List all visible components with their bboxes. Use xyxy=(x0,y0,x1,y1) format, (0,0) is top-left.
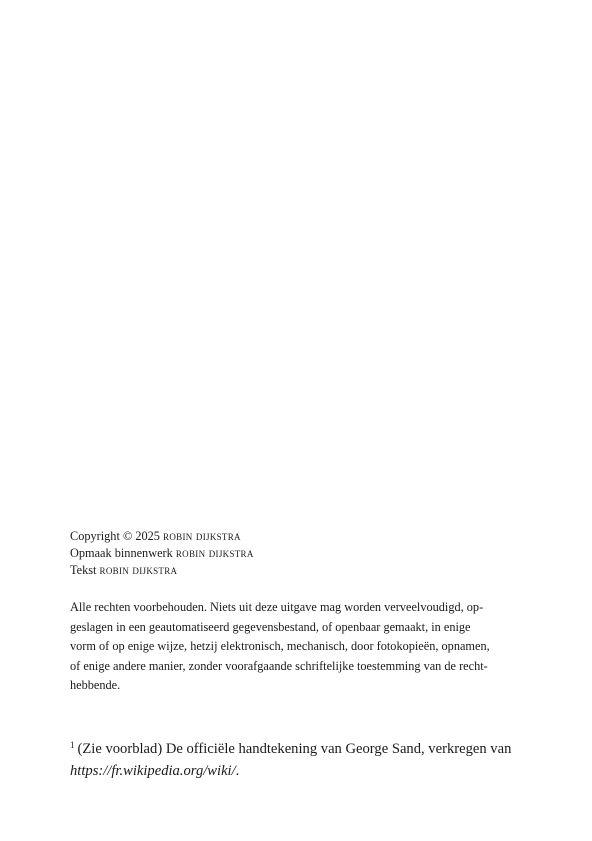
rights-line: vorm of op enige wijze, hetzij elektronisch, mechanisch, door fotokopieën, opnamen, xyxy=(70,639,490,654)
copyright-label: Copyright © 2025 xyxy=(70,529,160,543)
rights-line: geslagen in een geautomatiseerd gegevensbestand, of openbaar gemaakt, in enige xyxy=(70,619,471,634)
rights-line: Alle rechten voorbehouden. Niets uit deze uitgave mag worden verveelvoudigd, op- xyxy=(70,600,484,614)
rights-line: hebbende. xyxy=(70,678,121,693)
layout-credit-label: Opmaak binnenwerk xyxy=(70,546,173,560)
text-credit-label: Tekst xyxy=(70,563,97,577)
layout-credit-line xyxy=(70,545,530,562)
copyright-line xyxy=(70,528,530,545)
rights-line: of enige andere manier, zonder voorafgaande schriftelijke toestemming van de recht- xyxy=(70,658,488,673)
copyright-holder: robin dijkstra xyxy=(163,529,241,543)
colophon xyxy=(70,528,530,579)
text-credit-line xyxy=(70,562,530,579)
layout-credit-name: robin dijkstra xyxy=(175,546,254,560)
text-credit-name: robin dijkstra xyxy=(99,563,178,577)
footnote-url[interactable]: https://fr.wikipedia.org/wiki/ xyxy=(70,763,236,779)
footnote-text: (Zie voorblad) De officiële handtekening van George Sand, verkregen van xyxy=(77,741,512,757)
footnote-first-line xyxy=(70,734,540,760)
footnote-second-line xyxy=(70,760,540,782)
footnote xyxy=(70,734,540,782)
rights-notice xyxy=(70,598,525,696)
footnote-marker: 1 xyxy=(70,740,75,750)
footnote-trailing-period: . xyxy=(235,763,240,779)
